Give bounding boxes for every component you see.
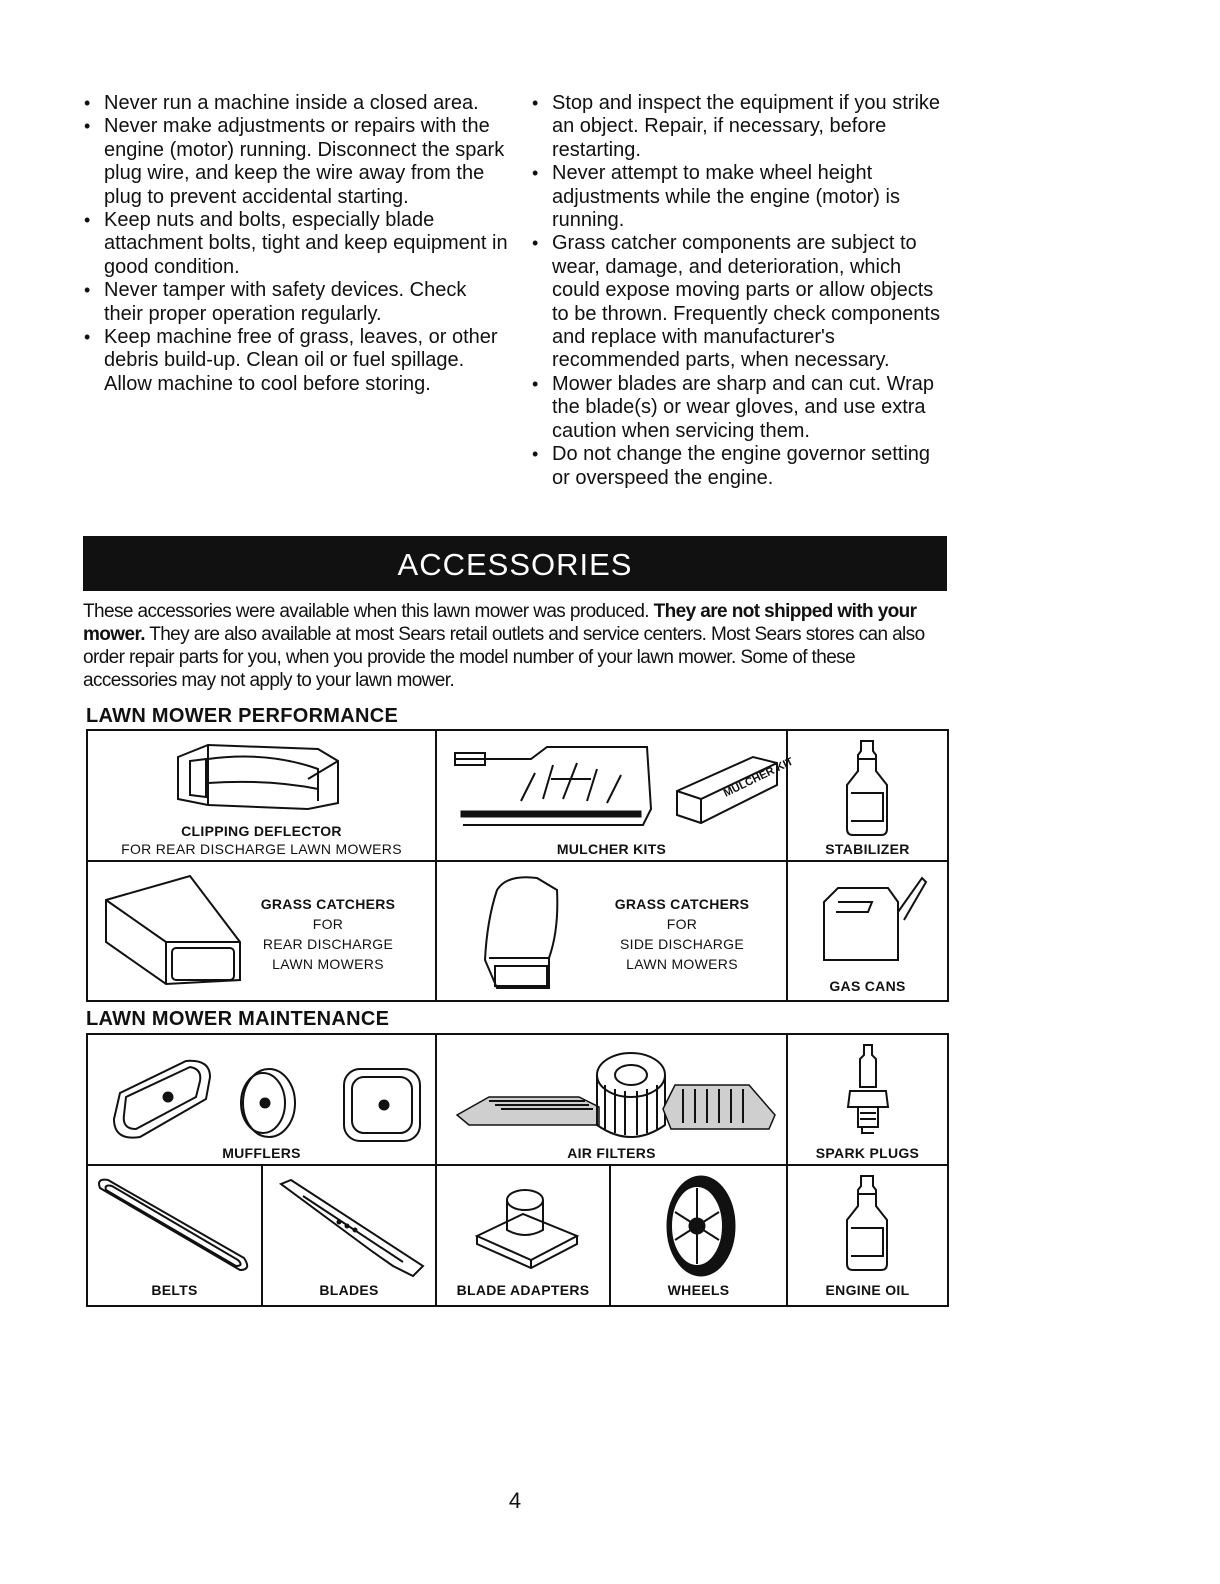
gc-rear-type: REAR DISCHARGE — [262, 936, 394, 952]
safety-list-left — [80, 92, 510, 396]
wheels-cell — [611, 1166, 788, 1305]
blades-cell — [263, 1166, 437, 1305]
gc-side-mowers: LAWN MOWERS — [626, 956, 738, 972]
air-filters-label: AIR FILTERS — [567, 1145, 656, 1161]
muffler-round-icon — [233, 1063, 303, 1143]
muffler-square-icon — [338, 1061, 428, 1147]
spark-plugs-label: SPARK PLUGS — [815, 1145, 920, 1161]
engine-oil-cell — [788, 1166, 947, 1305]
maintenance-heading: LAWN MOWER MAINTENANCE — [86, 1008, 390, 1030]
performance-grid — [86, 729, 949, 1002]
spark-plug-icon — [838, 1041, 898, 1141]
gc-rear-for: FOR — [312, 916, 344, 932]
mulcher-kit-box-icon — [673, 751, 796, 831]
belts-label: BELTS — [151, 1282, 198, 1298]
safety-item: • Do not change the engine governor setting or overspeed the engine. — [528, 443, 953, 490]
blade-adapters-cell — [437, 1166, 611, 1305]
gc-side-type: SIDE DISCHARGE — [620, 936, 744, 952]
safety-list-right — [528, 92, 953, 490]
intro-bold-text: They are not shipped with your mower. — [83, 601, 917, 645]
gc-rear-label-block — [253, 894, 403, 974]
wheels-label: WHEELS — [667, 1282, 730, 1298]
blade-icon — [273, 1176, 433, 1280]
gas-cans-label: GAS CANS — [829, 978, 906, 994]
accessories-intro — [83, 600, 953, 692]
safety-item: • Keep machine free of grass, leaves, or other debris build-up. Clean oil or fuel spillage. Allow machine to cool before storing. — [80, 326, 510, 396]
safety-item: • Never run a machine inside a closed area. — [80, 92, 510, 115]
safety-item: • Grass catcher components are subject to wear, damage, and deterioration, which could expose moving parts or allow objects to be thrown. Frequently check components and replace with manufacturer's recommended parts, when necessary. — [528, 232, 953, 372]
gas-can-icon — [818, 872, 928, 968]
blades-label: BLADES — [319, 1282, 379, 1298]
engine-oil-bottle-icon — [843, 1172, 893, 1272]
gc-side-label: GRASS CATCHERS — [614, 896, 750, 912]
muffler-oval-icon — [106, 1053, 216, 1143]
mufflers-label: MUFFLERS — [222, 1145, 301, 1161]
clipping-deflector-label: CLIPPING DEFLECTOR — [181, 823, 342, 839]
page-number: 4 — [508, 1488, 522, 1513]
blade-adapters-label: BLADE ADAPTERS — [456, 1282, 590, 1298]
stabilizer-label: STABILIZER — [825, 841, 910, 857]
side-grass-catcher-icon — [477, 870, 577, 994]
gc-rear-label: GRASS CATCHERS — [260, 896, 396, 912]
intro-text: These accessories were available when this lawn mower was produced. — [83, 601, 654, 622]
spark-plugs-cell — [788, 1035, 947, 1166]
air-filters-cell — [437, 1035, 788, 1166]
safety-column-left — [80, 92, 510, 396]
gas-cans-cell — [788, 862, 947, 1000]
mulcher-kits-label: MULCHER KITS — [556, 841, 667, 857]
gc-side-for: FOR — [666, 916, 698, 932]
gc-side-label-block — [597, 894, 767, 974]
clipping-deflector-sublabel: FOR REAR DISCHARGE LAWN MOWERS — [121, 841, 402, 857]
safety-item: • Stop and inspect the equipment if you strike an object. Repair, if necessary, before restarting. — [528, 92, 953, 162]
maintenance-grid — [86, 1033, 949, 1307]
performance-heading: LAWN MOWER PERFORMANCE — [86, 705, 399, 727]
gc-side-cell — [437, 862, 788, 1000]
safety-column-right — [528, 92, 953, 490]
safety-item: • Never make adjustments or repairs with the engine (motor) running. Disconnect the spark plug wire, and keep the wire away from the plug to prevent accidental starting. — [80, 115, 510, 209]
clipping-deflector-icon — [168, 739, 348, 819]
clipping-deflector-cell — [88, 731, 437, 862]
belt-icon — [94, 1172, 254, 1276]
belts-cell — [88, 1166, 263, 1305]
intro-text-cont: They are also available at most Sears retail outlets and service centers. Most Sears stores can also order repair parts for you, when you provide the model number of your lawn mower. Some of these accessories may not apply to your lawn mower. — [83, 624, 925, 691]
gc-rear-mowers: LAWN MOWERS — [272, 956, 384, 972]
rear-grass-catcher-icon — [100, 872, 245, 990]
accessories-banner: ACCESSORIES — [83, 536, 947, 591]
air-filters-icon — [449, 1045, 779, 1141]
mufflers-cell — [88, 1035, 437, 1166]
stabilizer-cell — [788, 731, 947, 862]
safety-item: • Mower blades are sharp and can cut. Wrap the blade(s) or wear gloves, and use extra caution when servicing them. — [528, 373, 953, 443]
gc-rear-cell — [88, 862, 437, 1000]
blade-adapter-icon — [473, 1180, 583, 1276]
mulcher-kits-cell — [437, 731, 796, 862]
wheel-icon — [661, 1172, 741, 1282]
safety-item: • Keep nuts and bolts, especially blade attachment bolts, tight and keep equipment in good condition. — [80, 209, 510, 279]
safety-item: • Never tamper with safety devices. Check their proper operation regularly. — [80, 279, 510, 326]
safety-item: • Never attempt to make wheel height adjustments while the engine (motor) is running. — [528, 162, 953, 232]
mulcher-kit-box-text: MULCHER KIT — [721, 755, 796, 800]
mulcher-blade-icon — [451, 739, 661, 831]
stabilizer-bottle-icon — [843, 737, 893, 837]
engine-oil-label: ENGINE OIL — [825, 1282, 910, 1298]
